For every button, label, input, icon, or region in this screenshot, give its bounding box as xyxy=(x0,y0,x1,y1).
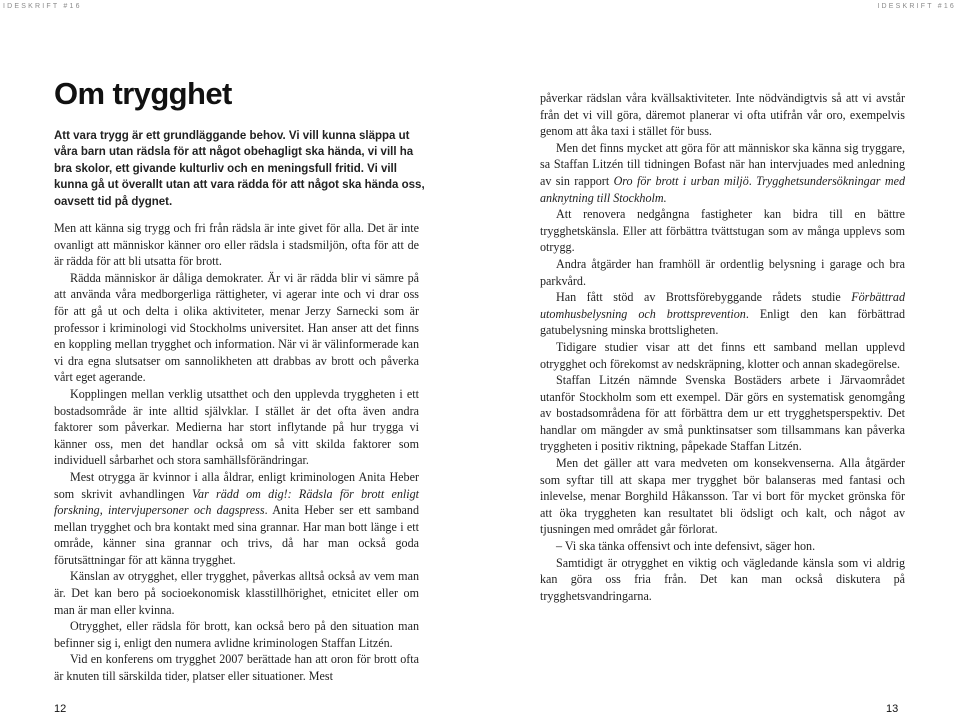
body-text: Men det finns mycket att göra för att människor ska känna sig tryggare, sa Staffan Litzén till tidningen Bofast när han intervjuades med anledning av sin rapport xyxy=(540,140,905,188)
body-paragraph: Kopplingen mellan verklig utsatthet och den upplevda tryggheten i ett bostadsområde är inte alltid självklar. I stället är det ofta även andra faktorer som påverkar. Medierna har stort inflytande på hur trygga vi känner oss, men det handlar också om så vitt skilda faktorer som individuell sårbarhet och stora samhällsförändringar. xyxy=(54,386,419,468)
thesis-title: Var rädd om dig!: Rädsla för brott enligt forskning, intervjupersoner och dagspress xyxy=(54,486,420,518)
page-number-right: 13 xyxy=(886,703,899,715)
body-text: . xyxy=(748,173,757,188)
body-paragraph: Otrygghet, eller rädsla för brott, kan också bero på den situation man befinner sig i, enligt den numera avlidne kriminologen Staffan Litzén. xyxy=(54,619,419,650)
body-text: . Anita Heber ser ett samband mellan trygghet och bra kontakt med sina grannar. Har man bott länge i ett område, känner sina grannar och trivs, då har man också goda förutsättningar för att känna trygghet. xyxy=(54,503,419,567)
body-paragraph: Tidigare studier visar att det finns ett samband mellan upplevd otrygghet och förekomst av nedskräpning, klotter och annan skadegörelse. xyxy=(540,339,905,371)
page-title: Om trygghet xyxy=(54,76,232,111)
body-text: Han fått stöd av Brottsförebyggande rådets studie xyxy=(556,290,852,305)
body-paragraph: Samtidigt är otrygghet en viktig och vägledande känsla som vi aldrig kan göra oss fria från. Det kan man också diskutera på trygghetsvandringarna. xyxy=(540,555,905,603)
body-paragraph: Men att känna sig trygg och fri från rädsla är inte givet för alla. Det är inte ovanligt att människor känner oro eller rädsla i stadsmiljön, ofta för att de är rädda för att bli utsatta för brott. xyxy=(54,221,419,269)
body-paragraph xyxy=(540,140,905,206)
body-paragraph: Känslan av otrygghet, eller trygghet, påverkas alltså också av vem man är. Det kan bero på socioekonomisk klasstillhörighet, etnicitet eller om man är man eller kvinna. xyxy=(54,569,419,617)
body-paragraph: Andra åtgärder han framhöll är ordentlig belysning i garage och bra parkvård. xyxy=(540,256,905,288)
body-paragraph xyxy=(540,289,905,339)
body-text: . Enligt den kan förbättrad gatubelysning minska brottsligheten. xyxy=(540,306,905,338)
body-paragraph: Vid en konferens om trygghet 2007 berättade han att oron för brott ofta är knuten till särskilda tider, platser eller situationer. Mest xyxy=(54,652,419,684)
right-column xyxy=(540,90,905,604)
page-number-left: 12 xyxy=(54,703,67,715)
body-paragraph: Rädda människor är dåliga demokrater. Är vi är rädda blir vi sämre på att använda våra medborgerliga rättigheter, vi agerar inte och vi drar oss för att gå ut och delta i olika aktiviteter, menar Jerzy Sarnecki som är professor i kriminologi vid Stockholms universitet. Han anser att det finns en koppling mellan trygghet och information. När vi är välinformerade kan vi dra egna slutsatser om sannolikheten att drabbas av brott och påverka vårt eget agerande. xyxy=(54,270,419,385)
body-text: Mest otrygga är kvinnor i alla åldrar, enligt kriminologen Anita Heber som skrivit avhandlingen xyxy=(54,469,419,501)
left-column xyxy=(54,220,419,685)
body-paragraph xyxy=(54,469,419,569)
body-paragraph: Men det gäller att vara medveten om konsekvenserna. Alla åtgärder som syftar till att skapa mer trygghet bör balanseras med fantasi och inlevelse, menar Borghild Håkansson. Tar vi bort för mycket grönska för att öka tryggheten kan resultatet bli ödsligt och kalt, och något av tjusningen med området går förlorat. xyxy=(540,456,905,537)
quote-paragraph: – Vi ska tänka offensivt och inte defensivt, säger hon. xyxy=(556,539,816,554)
running-head-left: IDESKRIFT #16 xyxy=(3,3,82,10)
body-paragraph: påverkar rädslan våra kvällsaktiviteter. Inte nödvändigtvis så att vi avstår från det vi vill göra, däremot planerar vi ofta utifrån vår oro, exempelvis genom att åka taxi i stället för buss. xyxy=(540,91,905,139)
lead-paragraph: Att vara trygg är ett grundläggande behov. Vi vill kunna släppa ut våra barn utan rädsla för att något obehagligt ska hända, vi vill ha bra skolor, ett givande kulturliv och en meningsfull fritid. Vi vill kunna gå ut överallt utan att vara rädda för att något ska hända oss, oavsett tid på dygnet. xyxy=(54,130,425,208)
report-title: Oro för brott i urban miljö xyxy=(613,173,749,188)
report-subtitle: Trygghetsundersökningar med anknytning till Stockholm. xyxy=(540,173,905,205)
body-paragraph: Staffan Litzén nämnde Svenska Bostäders arbete i Järvaområdet utanför Stockholm som ett exempel. Där görs en systematisk genomgång av bostadsområdena för att förbättra dem ur ett trygghetsperspektiv. Det handlar om mängder av små punktinsatser som tillsammans kan påverka tryggheten i positiv riktning, påpekade Staffan Litzén. xyxy=(540,373,905,454)
study-title: Förbättrad utomhusbelysning och brottsprevention xyxy=(540,290,905,321)
body-paragraph: Att renovera nedgångna fastigheter kan bidra till en bättre trygghetskänsla. Eller att förbättra tvättstugan som av många upplevs som otrygg. xyxy=(540,207,905,255)
running-head-right: IDESKRIFT #16 xyxy=(877,3,956,10)
